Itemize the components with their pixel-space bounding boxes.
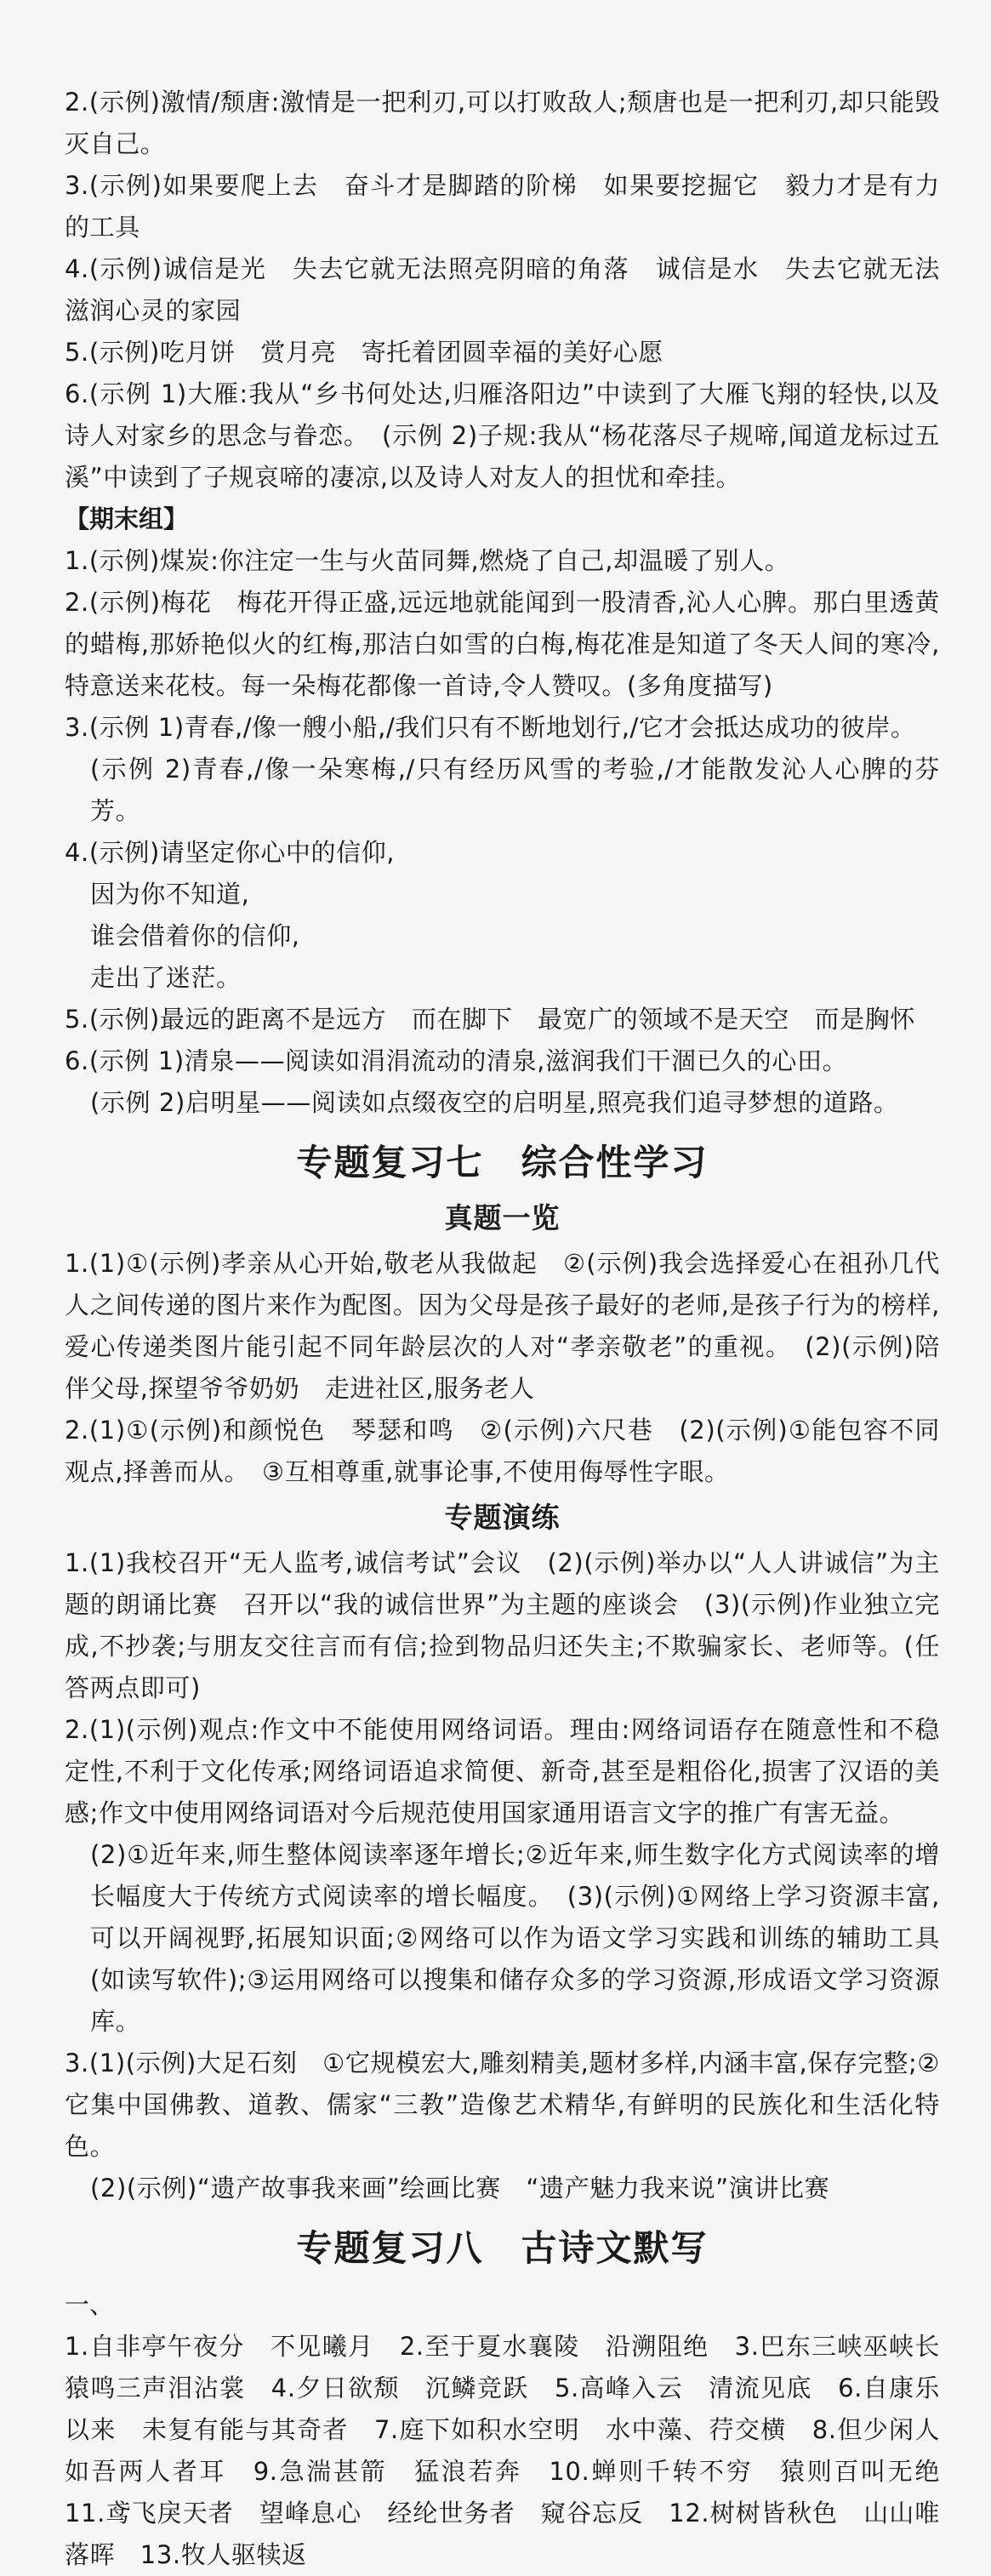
answer-item: 3.(示例 1)青春,/像一艘小船,/我们只有不断地划行,/它才会抵达成功的彼岸。 [65,713,916,742]
section-title: 专题复习八 古诗文默写 [296,2227,709,2269]
answer-item: 2.(1)①(示例)和颜悦色 琴瑟和鸣 ②(示例)六尺巷 (2)(示例)①能包容不同观点,择善而从。 ③互相尊重,就事论事,不使用侮辱性字眼。 [65,1416,940,1486]
answer-item: 5.(示例)吃月饼 赏月亮 寄托着团圆幸福的美好心愿 [65,338,664,367]
answer-item: 5.(示例)最远的距离不是远方 而在脚下 最宽广的领域不是天空 而是胸怀 [65,1005,915,1034]
answer-continuation: (2)(示例)“遗产故事我来画”绘画比赛 “遗产魅力我来说”演讲比赛 [90,2174,830,2203]
answer-item: 2.(示例)激情/颓唐:激情是一把利刃,可以打败敌人;颓唐也是一把利刃,却只能毁灭自己。 [65,88,940,158]
part-label: 一、 [65,2290,115,2319]
answer-item: 3.(示例)如果要爬上去 奋斗才是脚踏的阶梯 如果要挖掘它 毅力才是有力的工具 [65,171,940,242]
answer-item: 1.(1)我校召开“无人监考,诚信考试”会议 (2)(示例)举办以“人人讲诚信”为主题的朗诵比赛 召开以“我的诚信世界”为主题的座谈会 (3)(示例)作业独立完成,不抄袭;与朋友交往言而有信;捡到物品归还失主;不欺骗家长、老师等。(任答两点即可) [65,1548,940,1702]
answer-item: 1.(1)①(示例)孝亲从心开始,敬老从我做起 ②(示例)我会选择爱心在祖孙几代人之间传递的图片来作为配图。因为父母是孩子最好的老师,是孩子行为的榜样,爱心传递类图片能引起不同年龄层次的人对“孝亲敬老”的重视。 (2)(示例)陪伴父母,探望爷爷奶奶 走进社区,服务老人 [65,1249,940,1403]
answer-item: 6.(示例 1)清泉——阅读如涓涓流动的清泉,滋润我们干涸已久的心田。 [65,1046,848,1075]
answer-item: 4.(示例)诚信是光 失去它就无法照亮阴暗的角落 诚信是水 失去它就无法滋润心灵的家园 [65,254,940,325]
subsection-title: 专题演练 [444,1501,561,1534]
answer-continuation: (示例 2)青春,/像一朵寒梅,/只有经历风雪的考验,/才能散发沁人心脾的芬芳。 [90,755,940,825]
group-label: 【期末组】 [65,504,189,533]
subsection-title: 真题一览 [444,1201,561,1234]
poem-line: 因为你不知道, [90,880,250,909]
poem-line: 走出了迷茫。 [90,963,242,992]
answer-item: 6.(示例 1)大雁:我从“乡书何处达,归雁洛阳边”中读到了大雁飞翔的轻快,以及诗人对家乡的思念与眷恋。 (示例 2)子规:我从“杨花落尽子规啼,闻道龙标过五溪”中读到了子规哀啼的凄凉,以及诗人对友人的担忧和牵挂。 [65,379,940,492]
answer-continuation: (示例 2)启明星——阅读如点缀夜空的启明星,照亮我们追寻梦想的道路。 [90,1088,899,1117]
section-title: 专题复习七 综合性学习 [296,1142,709,1183]
answer-item: 4.(示例)请坚定你心中的信仰, [65,838,396,867]
answer-item: 1.(示例)煤炭:你注定一生与火苗同舞,燃烧了自己,却温暖了别人。 [65,546,790,575]
answer-continuation: (2)①近年来,师生整体阅读率逐年增长;②近年来,师生数字化方式阅读率的增长幅度大于传统方式阅读率的增长幅度。 (3)(示例)①网络上学习资源丰富,可以开阔视野,拓展知识面;②网络可以作为语文学习实践和训练的辅助工具(如读写软件);③运用网络可以搜集和储存众多的学习资源,形成语文学习资源库。 [90,1840,940,2036]
answer-item: 2.(1)(示例)观点:作文中不能使用网络词语。理由:网络词语存在随意性和不稳定性,不利于文化传承;网络词语追求简便、新奇,甚至是粗俗化,损害了汉语的美感;作文中使用网络词语对今后规范使用国家通用语言文字的推广有害无益。 [65,1715,940,1827]
answer-item: 1.自非亭午夜分 不见曦月 2.至于夏水襄陵 沿溯阻绝 3.巴东三峡巫峡长 猿鸣三声泪沾裳 4.夕日欲颓 沉鳞竞跃 5.高峰入云 清流见底 6.自康乐以来 未复有能与其奇者 7.庭下如积水空明 水中藻、荇交横 8.但少闲人如吾两人者耳 9.急湍甚箭 猛浪若奔 10.蝉则千转不穷 猿则百叫无绝 11.鸢飞戾天者 望峰息心 经纶世务者 窥谷忘反 12.树树皆秋色 山山唯落晖 13.牧人驱犊返 [65,2332,965,2569]
answer-item: 2.(示例)梅花 梅花开得正盛,远远地就能闻到一股清香,沁人心脾。那白里透黄的蜡梅,那娇艳似火的红梅,那洁白如雪的白梅,梅花准是知道了冬天人间的寒冷,特意送来花枝。每一朵梅花都像一首诗,令人赞叹。(多角度描写) [65,588,940,700]
answer-item: 3.(1)(示例)大足石刻 ①它规模宏大,雕刻精美,题材多样,内涵丰富,保存完整;②它集中国佛教、道教、儒家“三教”造像艺术精华,有鲜明的民族化和生活化特色。 [65,2049,940,2161]
poem-line: 谁会借着你的信仰, [90,921,300,950]
